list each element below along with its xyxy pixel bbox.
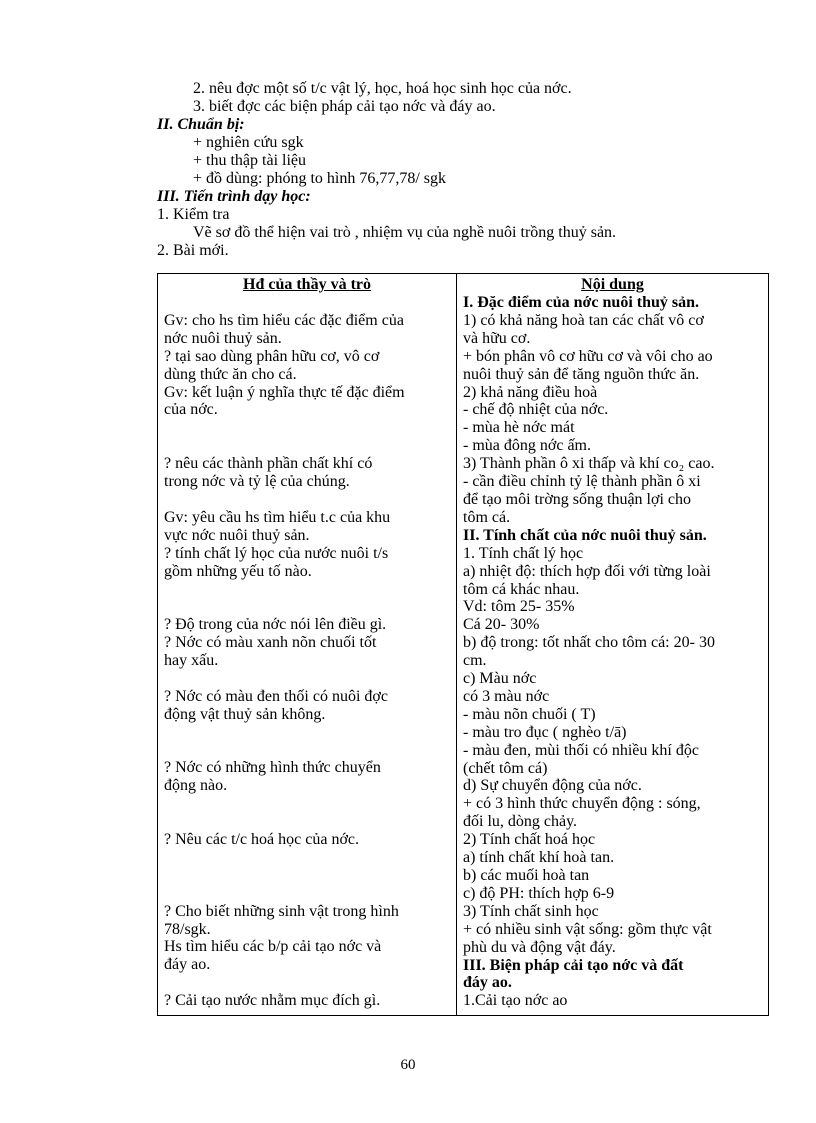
left-line: [164, 294, 450, 312]
left-line: nớc nuôi thuỷ sản.: [164, 329, 282, 347]
left-line: [164, 598, 450, 616]
left-line: ? Nêu các t/c hoá học của nớc.: [164, 831, 360, 849]
objective-2: 2. nêu đợc một số t/c vật lý, học, hoá học sinh học của nớc.: [193, 80, 572, 97]
content-line: và hữu cơ.: [463, 329, 531, 347]
content-line: a) tính chất khí hoà tan.: [463, 849, 615, 867]
content-line: Vd: tôm 25- 35%: [463, 598, 575, 616]
right-column-header: Nội dung: [581, 276, 644, 293]
left-line: Gv: kết luận ý nghĩa thực tế đặc điểm: [164, 383, 405, 401]
content-line: đối lu, dòng chảy.: [463, 813, 578, 831]
left-line: của nớc.: [164, 401, 218, 419]
content-line: - màu đen, mùi thối có nhiều khí độc: [463, 741, 699, 759]
content-line: - cần điều chỉnh tỷ lệ thành phần ô xi: [463, 473, 701, 491]
content-line: 1) có khả năng hoà tan các chất vô cơ: [463, 311, 704, 329]
left-line: [164, 437, 450, 455]
content-line: 3) Tính chất sinh học: [463, 902, 599, 920]
content-line: c) Màu nớc: [463, 670, 537, 688]
step-1: 1. Kiểm tra: [157, 206, 230, 223]
left-line: Gv: yêu cầu hs tìm hiểu t.c của khu: [164, 508, 391, 526]
left-line: trong nớc và tỷ lệ của chúng.: [164, 473, 350, 491]
content-line: c) độ PH: thích hợp 6-9: [463, 884, 615, 902]
step-2: 2. Bài mới.: [157, 242, 229, 259]
left-line: [164, 670, 450, 688]
content-line: để tạo môi trờng sống thuận lợi cho: [463, 490, 691, 508]
left-column-content: [164, 294, 450, 1010]
content-line: tôm cá khác nhau.: [463, 580, 580, 598]
content-line: - màu tro đục ( nghèo t/ā): [463, 723, 627, 741]
left-line: ? Nớc có màu đen thối có nuôi đợc: [164, 687, 388, 705]
content-line: 1.Cải tạo nớc ao: [463, 992, 568, 1010]
content-line: Cá 20- 30%: [463, 616, 540, 634]
left-line: [164, 885, 450, 903]
content-line: 2) khả năng điều hoà: [463, 383, 598, 401]
left-line: ? Độ trong của nớc nói lên điều gì.: [164, 616, 387, 634]
left-column-header: Hđ của thầy và trò: [243, 276, 371, 293]
lesson-table: [157, 273, 769, 1016]
content-line: (chết tôm cá): [463, 759, 548, 777]
prep-item-3: + đồ dùng: phóng to hình 76,77,78/ sgk: [193, 170, 447, 187]
left-line: [164, 974, 450, 992]
left-line: gồm những yếu tố nào.: [164, 562, 312, 580]
content-column: [457, 274, 769, 1016]
left-line: dùng thức ăn cho cá.: [164, 365, 297, 383]
page-number: 60: [400, 1057, 416, 1073]
left-line: ? Cải tạo nước nhằm mục đích gì.: [164, 992, 381, 1010]
left-line: [164, 419, 450, 437]
left-line: ? tính chất lý học của nước nuôi t/s: [164, 544, 389, 562]
left-line: động vật thuỷ sản không.: [164, 705, 326, 723]
content-line: + có 3 hình thức chuyển động : sóng,: [463, 795, 701, 813]
step-1-detail: Vẽ sơ đồ thể hiện vai trò , nhiệm vụ của nghề nuôi trồng thuỷ sản.: [193, 224, 617, 241]
left-line: đáy ao.: [164, 956, 211, 974]
content-line: + có nhiều sinh vật sống: gồm thực vật: [463, 920, 712, 938]
left-line: động nào.: [164, 777, 228, 795]
content-line: 1. Tính chất lý học: [463, 544, 584, 562]
right-column-content: [463, 294, 762, 1010]
left-line: [164, 580, 450, 598]
content-line: phù du và động vật đáy.: [463, 938, 616, 956]
left-line: [164, 849, 450, 867]
section-heading-line: II. Tính chất của nớc nuôi thuỷ sản.: [463, 526, 707, 544]
prep-item-2: + thu thập tài liệu: [193, 152, 306, 169]
content-line: b) độ trong: tốt nhất cho tôm cá: 20- 30: [463, 634, 715, 652]
section-heading-line: I. Đặc điểm của nớc nuôi thuỷ sản.: [463, 294, 700, 311]
content-line: cm.: [463, 652, 487, 670]
content-line: - màu nõn chuối ( T): [463, 705, 596, 723]
left-line: [164, 813, 450, 831]
left-line: ? Cho biết những sinh vật trong hình: [164, 902, 399, 920]
left-line: [164, 867, 450, 885]
left-line: 78/sgk.: [164, 920, 211, 938]
content-line: - chế độ nhiệt của nớc.: [463, 401, 609, 419]
left-line: [164, 491, 450, 509]
teacher-student-column: [158, 274, 457, 1016]
content-line: - mùa hè nớc mát: [463, 419, 575, 437]
left-line: ? Nớc có màu xanh nõn chuối tốt: [164, 634, 377, 652]
left-line: Hs tìm hiểu các b/p cải tạo nớc và: [164, 938, 382, 956]
content-line: 3) Thành phần ô xi thấp và khí co₂ cao.: [463, 455, 715, 473]
content-line: có 3 màu nớc: [463, 687, 550, 705]
left-line: [164, 795, 450, 813]
left-line: [164, 724, 450, 742]
section-process-heading: III. Tiến trình dạy học:: [157, 188, 311, 205]
left-line: ? Nớc có những hình thức chuyển: [164, 759, 381, 777]
left-line: hay xấu.: [164, 652, 219, 670]
content-line: + bón phân vô cơ hữu cơ và vôi cho ao: [463, 347, 713, 365]
content-line: nuôi thuỷ sản để tăng nguồn thức ăn.: [463, 365, 700, 383]
content-line: d) Sự chuyển động của nớc.: [463, 777, 642, 795]
prep-item-1: + nghiên cứu sgk: [193, 134, 304, 151]
content-line: tôm cá.: [463, 508, 511, 526]
content-line: b) các muối hoà tan: [463, 867, 590, 884]
left-line: ? tại sao dùng phân hữu cơ, vô cơ: [164, 347, 380, 365]
left-line: vực nớc nuôi thuỷ sản.: [164, 526, 310, 544]
left-line: [164, 742, 450, 760]
objective-3: 3. biết đợc các biện pháp cải tạo nớc và đáy ao.: [193, 98, 496, 115]
section-heading-line: III. Biện pháp cải tạo nớc và đất: [463, 956, 684, 974]
content-line: 2) Tính chất hoá học: [463, 831, 596, 849]
content-line: - mùa đông nớc ấm.: [463, 437, 591, 455]
left-line: ? nêu các thành phần chất khí có: [164, 455, 373, 473]
left-line: Gv: cho hs tìm hiểu các đặc điểm của: [164, 311, 404, 329]
section-heading-line: đáy ao.: [463, 974, 512, 992]
section-preparation-heading: II. Chuẩn bị:: [157, 116, 245, 133]
content-line: a) nhiệt độ: thích hợp đối với từng loài: [463, 562, 711, 580]
